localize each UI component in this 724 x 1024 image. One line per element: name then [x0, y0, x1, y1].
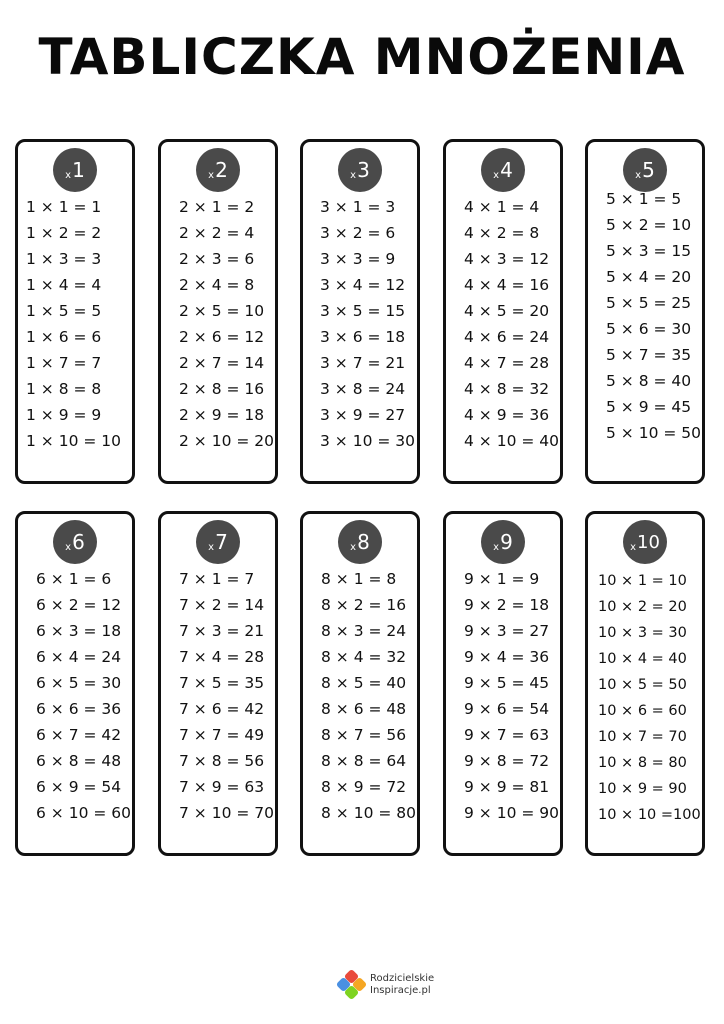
- table-row: 8 × 8 = 64: [321, 752, 407, 770]
- table-row: 1 × 9 = 9: [26, 406, 102, 424]
- brand-logo-icon: [336, 970, 366, 1000]
- table-row: 4 × 4 = 16: [464, 276, 550, 294]
- table-row: 2 × 7 = 14: [179, 354, 265, 372]
- table-row: 7 × 1 = 7: [179, 570, 255, 588]
- table-row: 3 × 4 = 12: [320, 276, 406, 294]
- table-row: 10 × 4 = 40: [598, 651, 687, 667]
- table-row: 5 × 9 = 45: [606, 398, 692, 416]
- table-card-5: [585, 139, 705, 484]
- table-row: 8 × 6 = 48: [321, 700, 407, 718]
- table-row: 10 × 8 = 80: [598, 755, 687, 771]
- table-row: 8 × 1 = 8: [321, 570, 397, 588]
- table-row: 9 × 6 = 54: [464, 700, 550, 718]
- table-badge: x 1: [53, 148, 97, 192]
- table-row: 7 × 2 = 14: [179, 596, 265, 614]
- table-row: 5 × 2 = 10: [606, 216, 692, 234]
- table-row: 3 × 1 = 3: [320, 198, 396, 216]
- table-row: 1 × 7 = 7: [26, 354, 102, 372]
- table-card-3: [300, 139, 420, 484]
- table-row: 1 × 3 = 3: [26, 250, 102, 268]
- table-row: 8 × 3 = 24: [321, 622, 407, 640]
- table-row: 3 × 7 = 21: [320, 354, 406, 372]
- table-row: 10 × 5 = 50: [598, 677, 687, 693]
- table-row: 3 × 3 = 9: [320, 250, 396, 268]
- table-row: 2 × 4 = 8: [179, 276, 255, 294]
- table-badge: x 6: [53, 520, 97, 564]
- table-row: 9 × 1 = 9: [464, 570, 540, 588]
- table-row: 7 × 7 = 49: [179, 726, 265, 744]
- table-row: 1 × 2 = 2: [26, 224, 102, 242]
- table-card-1: [15, 139, 135, 484]
- table-row: 3 × 9 = 27: [320, 406, 406, 424]
- table-badge: x 7: [196, 520, 240, 564]
- table-row: 2 × 10 = 20: [179, 432, 274, 450]
- table-rows: [464, 566, 559, 826]
- table-row: 5 × 5 = 25: [606, 294, 692, 312]
- table-row: 5 × 8 = 40: [606, 372, 692, 390]
- table-row: 8 × 7 = 56: [321, 726, 407, 744]
- table-badge: x 4: [481, 148, 525, 192]
- table-badge: x 2: [196, 148, 240, 192]
- table-row: 3 × 8 = 24: [320, 380, 406, 398]
- table-row: 5 × 1 = 5: [606, 190, 682, 208]
- table-row: 5 × 3 = 15: [606, 242, 692, 260]
- table-row: 1 × 8 = 8: [26, 380, 102, 398]
- table-row: 1 × 4 = 4: [26, 276, 102, 294]
- table-row: 6 × 10 = 60: [36, 804, 131, 822]
- table-badge: x 8: [338, 520, 382, 564]
- table-row: 2 × 8 = 16: [179, 380, 265, 398]
- table-rows: [321, 566, 416, 826]
- table-row: 4 × 1 = 4: [464, 198, 540, 216]
- table-row: 9 × 7 = 63: [464, 726, 550, 744]
- table-row: 6 × 6 = 36: [36, 700, 122, 718]
- table-row: 7 × 4 = 28: [179, 648, 265, 666]
- table-card-10: [585, 511, 705, 856]
- table-badge: x 10: [623, 520, 667, 564]
- table-row: 4 × 5 = 20: [464, 302, 550, 320]
- table-row: 3 × 2 = 6: [320, 224, 396, 242]
- table-row: 8 × 9 = 72: [321, 778, 407, 796]
- table-card-8: [300, 511, 420, 856]
- table-row: 4 × 2 = 8: [464, 224, 540, 242]
- table-row: 1 × 10 = 10: [26, 432, 121, 450]
- table-row: 7 × 3 = 21: [179, 622, 265, 640]
- table-row: 6 × 2 = 12: [36, 596, 122, 614]
- table-card-2: [158, 139, 278, 484]
- table-row: 9 × 9 = 81: [464, 778, 550, 796]
- table-row: 7 × 5 = 35: [179, 674, 265, 692]
- table-row: 1 × 1 = 1: [26, 198, 102, 216]
- table-row: 4 × 8 = 32: [464, 380, 550, 398]
- table-row: 10 × 7 = 70: [598, 729, 687, 745]
- table-row: 4 × 3 = 12: [464, 250, 550, 268]
- table-row: 6 × 3 = 18: [36, 622, 122, 640]
- table-row: 2 × 3 = 6: [179, 250, 255, 268]
- table-rows: [606, 186, 701, 446]
- table-card-4: [443, 139, 563, 484]
- table-row: 3 × 6 = 18: [320, 328, 406, 346]
- table-row: 6 × 5 = 30: [36, 674, 122, 692]
- table-rows: [598, 568, 701, 828]
- table-row: 8 × 10 = 80: [321, 804, 416, 822]
- table-row: 10 × 6 = 60: [598, 703, 687, 719]
- table-row: 5 × 6 = 30: [606, 320, 692, 338]
- table-row: 2 × 9 = 18: [179, 406, 265, 424]
- table-row: 10 × 3 = 30: [598, 625, 687, 641]
- table-row: 4 × 6 = 24: [464, 328, 550, 346]
- table-row: 9 × 8 = 72: [464, 752, 550, 770]
- table-row: 6 × 1 = 6: [36, 570, 112, 588]
- table-rows: [179, 194, 274, 454]
- table-rows: [464, 194, 559, 454]
- table-card-7: [158, 511, 278, 856]
- table-row: 5 × 4 = 20: [606, 268, 692, 286]
- table-row: 7 × 8 = 56: [179, 752, 265, 770]
- table-row: 3 × 10 = 30: [320, 432, 415, 450]
- table-row: 2 × 2 = 4: [179, 224, 255, 242]
- table-row: 9 × 5 = 45: [464, 674, 550, 692]
- table-row: 2 × 5 = 10: [179, 302, 265, 320]
- table-row: 8 × 4 = 32: [321, 648, 407, 666]
- table-row: 5 × 10 = 50: [606, 424, 701, 442]
- table-row: 1 × 6 = 6: [26, 328, 102, 346]
- table-row: 4 × 10 = 40: [464, 432, 559, 450]
- table-row: 8 × 2 = 16: [321, 596, 407, 614]
- table-row: 2 × 6 = 12: [179, 328, 265, 346]
- table-row: 10 × 2 = 20: [598, 599, 687, 615]
- table-row: 10 × 10 =100: [598, 807, 701, 823]
- table-row: 9 × 4 = 36: [464, 648, 550, 666]
- table-badge: x 9: [481, 520, 525, 564]
- brand-name: Rodzicielskie Inspiracje.pl: [370, 973, 435, 996]
- table-badge: x 5: [623, 148, 667, 192]
- table-card-9: [443, 511, 563, 856]
- table-row: 9 × 2 = 18: [464, 596, 550, 614]
- table-card-6: [15, 511, 135, 856]
- table-row: 6 × 9 = 54: [36, 778, 122, 796]
- table-row: 4 × 7 = 28: [464, 354, 550, 372]
- table-row: 7 × 10 = 70: [179, 804, 274, 822]
- table-row: 9 × 3 = 27: [464, 622, 550, 640]
- table-row: 5 × 7 = 35: [606, 346, 692, 364]
- table-row: 1 × 5 = 5: [26, 302, 102, 320]
- table-rows: [179, 566, 274, 826]
- table-row: 8 × 5 = 40: [321, 674, 407, 692]
- table-rows: [26, 194, 128, 454]
- table-row: 6 × 7 = 42: [36, 726, 122, 744]
- table-badge: x 3: [338, 148, 382, 192]
- table-row: 9 × 10 = 90: [464, 804, 559, 822]
- table-row: 4 × 9 = 36: [464, 406, 550, 424]
- table-row: 7 × 6 = 42: [179, 700, 265, 718]
- footer-brand: [336, 970, 434, 1000]
- table-row: 7 × 9 = 63: [179, 778, 265, 796]
- table-row: 10 × 1 = 10: [598, 573, 687, 589]
- table-row: 3 × 5 = 15: [320, 302, 406, 320]
- table-rows: [36, 566, 131, 826]
- page-title: TABLICZKA MNOŻENIA: [38, 28, 686, 86]
- table-row: 2 × 1 = 2: [179, 198, 255, 216]
- table-row: 10 × 9 = 90: [598, 781, 687, 797]
- table-row: 6 × 8 = 48: [36, 752, 122, 770]
- table-rows: [320, 194, 413, 454]
- table-row: 6 × 4 = 24: [36, 648, 122, 666]
